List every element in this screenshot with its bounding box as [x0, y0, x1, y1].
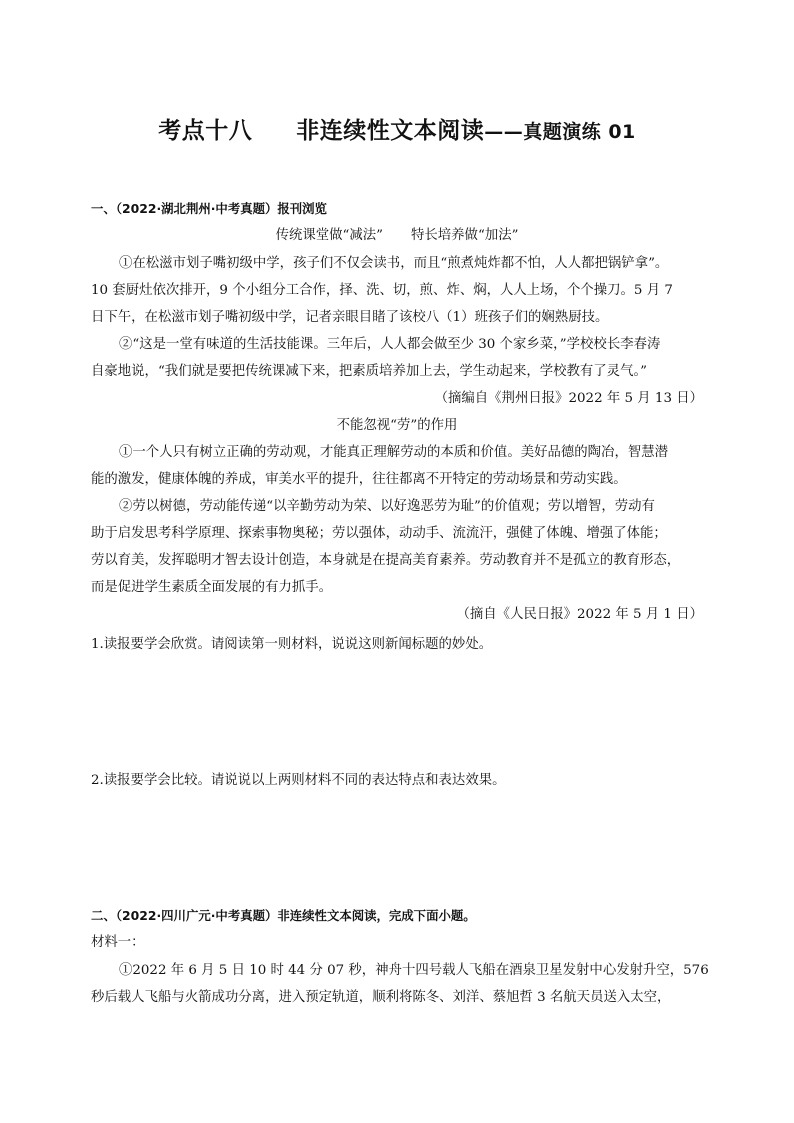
- article1-paragraph1-line1: ①在松滋市划子嘴初级中学，孩子们不仅会读书，而且“煎煮炖炸都不怕，人人都把锅铲拿”。: [119, 256, 669, 271]
- article1-paragraph2-line1: ②“这是一堂有味道的生活技能课。三年后，人人都会做至少 30 个家乡菜，”学校校长李春涛: [119, 337, 661, 352]
- material1-line2: 秒后载人飞船与火箭成功分离，进入预定轨道，顺利将陈冬、刘洋、蔡旭哲 3 名航天员送入太空，: [91, 990, 671, 1005]
- article2-paragraph2-line3: 劳以育美，发挥聪明才智去设计创造，本身就是在提高美育素养。劳动教育并不是孤立的教育形态，: [91, 553, 681, 568]
- article2-paragraph2-line1: ②劳以树德，劳动能传递“以辛勤劳动为荣、以好逸恶劳为耻”的价值观；劳以增智，劳动有: [119, 499, 655, 514]
- article2-paragraph1-line2: 能的激发，健康体魄的养成，审美水平的提升，往往都离不开特定的劳动场景和劳动实践。: [91, 472, 627, 487]
- article2-headline: 不能忽视“劳”的作用: [336, 418, 458, 433]
- article1-source: （摘编自《荆州日报》2022 年 5 月 13 日）: [434, 391, 703, 406]
- question-1: 1.读报要学会欣赏。请阅读第一则材料，说说这则新闻标题的妙处。: [91, 637, 493, 652]
- page-title: [0, 112, 794, 145]
- title-topic: 非连续性文本阅读: [296, 118, 485, 144]
- article2-source: （摘自《人民日报》2022 年 5 月 1 日）: [456, 607, 703, 622]
- article2-paragraph2-line4: 而是促进学生素质全面发展的有力抓手。: [91, 580, 333, 595]
- material1-line1: ①2022 年 6 月 5 日 10 时 44 分 07 秒，神舟十四号载人飞船在酒泉卫星发射中心发射升空，576: [119, 963, 709, 978]
- article2-paragraph1-line1: ①一个人只有树立正确的劳动观，才能真正理解劳动的本质和价值。美好品德的陶冶，智慧潜: [119, 445, 669, 460]
- section1-heading: 一、（2022·湖北荆州·中考真题）报刊浏览: [91, 201, 327, 216]
- article1-paragraph2-line2: 自豪地说，“我们就是要把传统课减下来，把素质培养加上去，学生动起来，学校教有了灵气。”: [91, 364, 648, 379]
- material1-label: 材料一：: [91, 935, 145, 950]
- article1-headline: [91, 226, 703, 246]
- question-2: 2.读报要学会比较。请说说以上两则材料不同的表达特点和表达效果。: [91, 773, 506, 788]
- section2-heading: 二、（2022·四川广元·中考真题）非连续性文本阅读，完成下面小题。: [91, 908, 476, 923]
- article1-paragraph1-line2: 10 套厨灶依次排开，9 个小组分工合作，择、洗、切，煎、炸、焖，人人上场，个个操刀。5 月 7: [91, 283, 673, 298]
- title-main: 考点十八: [158, 118, 253, 144]
- headline-left: 传统课堂做“减法”: [275, 228, 383, 243]
- article2-paragraph2-line2: 助于启发思考科学原理、探索事物奥秘；劳以强体，动动手、流流汗，强健了体魄、增强了体能；: [91, 526, 667, 541]
- title-sub: ——真题演练 01: [484, 121, 636, 143]
- article1-paragraph1-line3: 日下午，在松滋市划子嘴初级中学，记者亲眼目睹了该校八（1）班孩子们的娴熟厨技。: [91, 310, 609, 325]
- headline-right: 特长培养做“加法”: [411, 228, 519, 243]
